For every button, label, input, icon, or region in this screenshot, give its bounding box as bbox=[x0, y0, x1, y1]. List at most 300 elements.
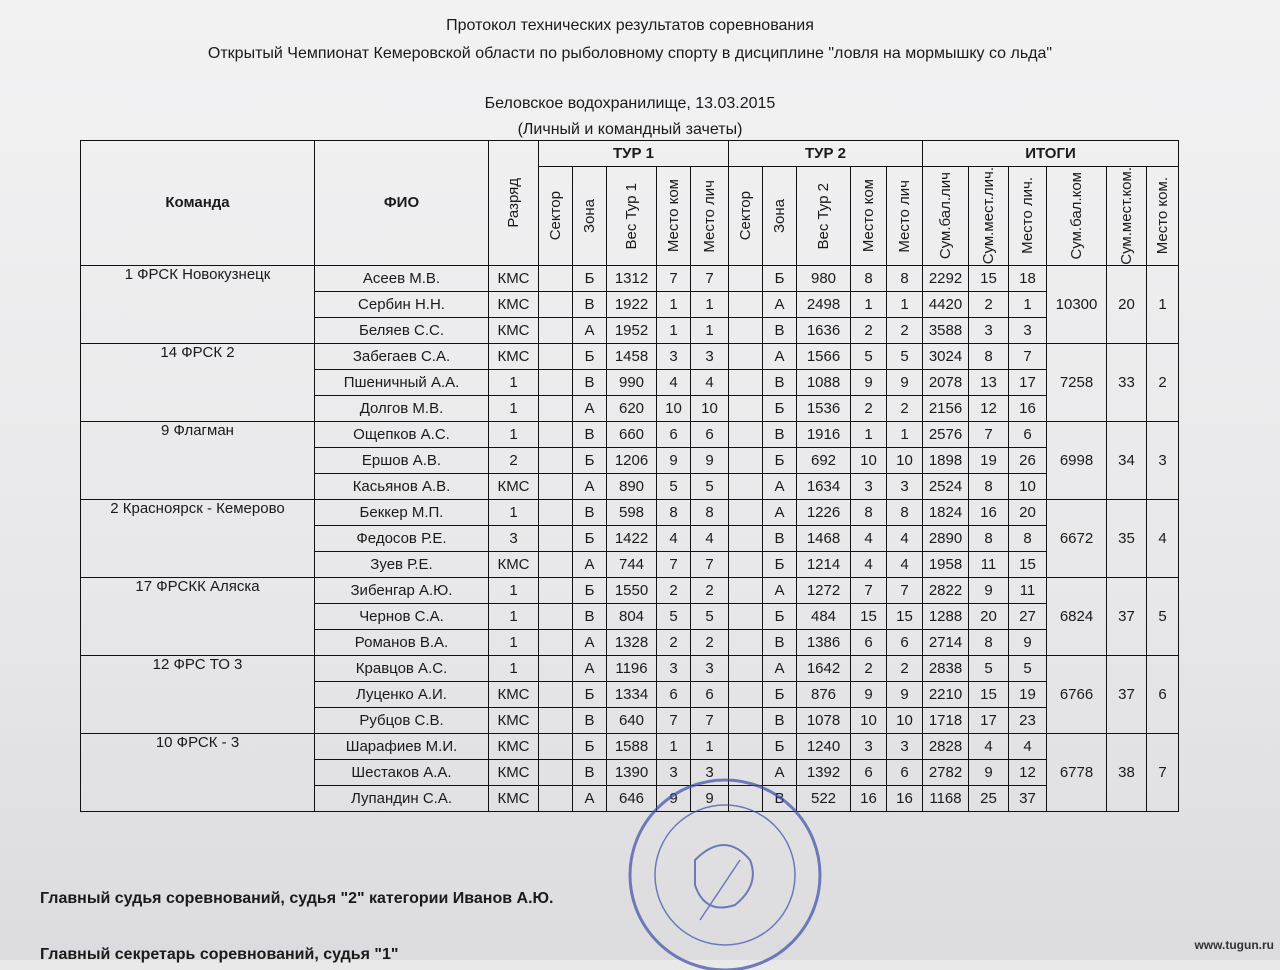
cell-rank: 1 bbox=[489, 499, 539, 525]
cell-ml: 18 bbox=[1009, 265, 1047, 291]
col-weight-1: Вес Тур 1 bbox=[607, 167, 657, 266]
cell-pk2: 7 bbox=[851, 577, 887, 603]
col-place-team-1: Место ком bbox=[657, 167, 691, 266]
cell-z1: Б bbox=[573, 343, 607, 369]
col-sector-1: Сектор bbox=[539, 167, 573, 266]
cell-pl1: 3 bbox=[691, 759, 729, 785]
cell-pk1: 6 bbox=[657, 681, 691, 707]
cell-pl2: 16 bbox=[887, 785, 923, 811]
cell-ml: 23 bbox=[1009, 707, 1047, 733]
cell-pl1: 7 bbox=[691, 265, 729, 291]
cell-w2: 1386 bbox=[797, 629, 851, 655]
athlete-name: Сербин Н.Н. bbox=[315, 291, 489, 317]
cell-sb: 4420 bbox=[923, 291, 969, 317]
cell-s1 bbox=[539, 759, 573, 785]
cell-pl1: 5 bbox=[691, 473, 729, 499]
cell-pk1: 7 bbox=[657, 265, 691, 291]
cell-w2: 1240 bbox=[797, 733, 851, 759]
cell-w1: 1550 bbox=[607, 577, 657, 603]
cell-w1: 660 bbox=[607, 421, 657, 447]
cell-pl2: 2 bbox=[887, 317, 923, 343]
athlete-name: Чернов С.А. bbox=[315, 603, 489, 629]
cell-pl1: 5 bbox=[691, 603, 729, 629]
table-row bbox=[81, 655, 1179, 681]
cell-s2 bbox=[729, 317, 763, 343]
cell-pl1: 3 bbox=[691, 343, 729, 369]
cell-sm: 8 bbox=[969, 473, 1009, 499]
cell-w1: 646 bbox=[607, 785, 657, 811]
cell-sb: 2828 bbox=[923, 733, 969, 759]
team-name: 14 ФРСК 2 bbox=[81, 343, 315, 421]
cell-pk1: 9 bbox=[657, 447, 691, 473]
cell-z2: В bbox=[763, 525, 797, 551]
cell-pk1: 5 bbox=[657, 473, 691, 499]
cell-pl1: 9 bbox=[691, 447, 729, 473]
cell-z1: В bbox=[573, 369, 607, 395]
cell-s2 bbox=[729, 525, 763, 551]
athlete-name: Беляев С.С. bbox=[315, 317, 489, 343]
cell-ml: 20 bbox=[1009, 499, 1047, 525]
team-sum-place: 37 bbox=[1107, 577, 1147, 655]
venue-date: Беловское водохранилище, 13.03.2015 bbox=[484, 95, 776, 112]
table-row bbox=[81, 733, 1179, 759]
cell-z1: А bbox=[573, 395, 607, 421]
cell-s1 bbox=[539, 447, 573, 473]
cell-s2 bbox=[729, 603, 763, 629]
cell-w2: 484 bbox=[797, 603, 851, 629]
cell-sb: 2156 bbox=[923, 395, 969, 421]
team-name: 9 Флагман bbox=[81, 421, 315, 499]
cell-sb: 3024 bbox=[923, 343, 969, 369]
cell-pk2: 16 bbox=[851, 785, 887, 811]
cell-pk1: 1 bbox=[657, 733, 691, 759]
athlete-name: Забегаев С.А. bbox=[315, 343, 489, 369]
cell-pk2: 8 bbox=[851, 499, 887, 525]
cell-ml: 16 bbox=[1009, 395, 1047, 421]
cell-pl2: 6 bbox=[887, 759, 923, 785]
cell-s2 bbox=[729, 395, 763, 421]
cell-z1: Б bbox=[573, 681, 607, 707]
col-sum-ball-pers: Сум.бал.лич bbox=[923, 167, 969, 266]
cell-pk1: 3 bbox=[657, 655, 691, 681]
col-weight-2: Вес Тур 2 bbox=[797, 167, 851, 266]
cell-pk1: 2 bbox=[657, 629, 691, 655]
cell-w1: 1196 bbox=[607, 655, 657, 681]
cell-z1: А bbox=[573, 629, 607, 655]
cell-pk1: 8 bbox=[657, 499, 691, 525]
cell-s1 bbox=[539, 681, 573, 707]
cell-z1: А bbox=[573, 655, 607, 681]
cell-s2 bbox=[729, 681, 763, 707]
cell-z1: Б bbox=[573, 577, 607, 603]
cell-w2: 1636 bbox=[797, 317, 851, 343]
cell-s1 bbox=[539, 525, 573, 551]
cell-w2: 1392 bbox=[797, 759, 851, 785]
team-sum-place: 38 bbox=[1107, 733, 1147, 811]
cell-sm: 3 bbox=[969, 317, 1009, 343]
col-team: Команда bbox=[81, 141, 315, 266]
cell-pk1: 1 bbox=[657, 317, 691, 343]
cell-ml: 12 bbox=[1009, 759, 1047, 785]
scoring-type: (Личный и командный зачеты) bbox=[517, 121, 743, 138]
cell-sb: 2524 bbox=[923, 473, 969, 499]
cell-w2: 1916 bbox=[797, 421, 851, 447]
cell-rank: КМС bbox=[489, 759, 539, 785]
team-sum-ball: 6998 bbox=[1047, 421, 1107, 499]
team-sum-place: 34 bbox=[1107, 421, 1147, 499]
cell-w1: 598 bbox=[607, 499, 657, 525]
cell-sm: 17 bbox=[969, 707, 1009, 733]
cell-pk1: 4 bbox=[657, 369, 691, 395]
athlete-name: Шестаков А.А. bbox=[315, 759, 489, 785]
team-name: 1 ФРСК Новокузнецк bbox=[81, 265, 315, 343]
cell-z2: А bbox=[763, 655, 797, 681]
team-place: 6 bbox=[1147, 655, 1179, 733]
cell-pl1: 1 bbox=[691, 733, 729, 759]
table-row bbox=[81, 343, 1179, 369]
cell-ml: 11 bbox=[1009, 577, 1047, 603]
cell-pk2: 2 bbox=[851, 395, 887, 421]
cell-rank: КМС bbox=[489, 343, 539, 369]
cell-w2: 1642 bbox=[797, 655, 851, 681]
cell-z1: А bbox=[573, 551, 607, 577]
cell-ml: 17 bbox=[1009, 369, 1047, 395]
team-sum-place: 37 bbox=[1107, 655, 1147, 733]
cell-pl2: 9 bbox=[887, 369, 923, 395]
cell-sm: 7 bbox=[969, 421, 1009, 447]
cell-s2 bbox=[729, 629, 763, 655]
cell-pl2: 1 bbox=[887, 421, 923, 447]
cell-w2: 1468 bbox=[797, 525, 851, 551]
col-place-pers-1: Место лич bbox=[691, 167, 729, 266]
cell-sb: 1288 bbox=[923, 603, 969, 629]
cell-ml: 6 bbox=[1009, 421, 1047, 447]
judge-line: Главный судья соревнований, судья "2" категории Иванов А.Ю. bbox=[40, 890, 554, 907]
cell-z2: Б bbox=[763, 603, 797, 629]
cell-sm: 8 bbox=[969, 629, 1009, 655]
cell-w1: 1952 bbox=[607, 317, 657, 343]
cell-s1 bbox=[539, 369, 573, 395]
cell-w1: 620 bbox=[607, 395, 657, 421]
cell-s2 bbox=[729, 343, 763, 369]
cell-z2: В bbox=[763, 785, 797, 811]
cell-sb: 1168 bbox=[923, 785, 969, 811]
cell-w1: 1312 bbox=[607, 265, 657, 291]
cell-sb: 2292 bbox=[923, 265, 969, 291]
cell-s1 bbox=[539, 265, 573, 291]
cell-s1 bbox=[539, 317, 573, 343]
cell-rank: КМС bbox=[489, 551, 539, 577]
table-row bbox=[81, 265, 1179, 291]
cell-pl1: 1 bbox=[691, 291, 729, 317]
athlete-name: Асеев М.В. bbox=[315, 265, 489, 291]
cell-pl1: 6 bbox=[691, 681, 729, 707]
cell-sm: 13 bbox=[969, 369, 1009, 395]
team-sum-place: 33 bbox=[1107, 343, 1147, 421]
cell-pl2: 15 bbox=[887, 603, 923, 629]
cell-z2: А bbox=[763, 499, 797, 525]
cell-z1: А bbox=[573, 785, 607, 811]
cell-w2: 1272 bbox=[797, 577, 851, 603]
cell-rank: 2 bbox=[489, 447, 539, 473]
cell-z2: В bbox=[763, 421, 797, 447]
cell-pl2: 2 bbox=[887, 655, 923, 681]
cell-z1: В bbox=[573, 759, 607, 785]
cell-sb: 2576 bbox=[923, 421, 969, 447]
cell-sb: 1824 bbox=[923, 499, 969, 525]
cell-z1: В bbox=[573, 291, 607, 317]
team-sum-ball: 6824 bbox=[1047, 577, 1107, 655]
team-sum-place: 20 bbox=[1107, 265, 1147, 343]
cell-z1: Б bbox=[573, 447, 607, 473]
athlete-name: Романов В.А. bbox=[315, 629, 489, 655]
cell-z1: В bbox=[573, 421, 607, 447]
cell-rank: КМС bbox=[489, 681, 539, 707]
cell-z2: А bbox=[763, 343, 797, 369]
cell-z2: Б bbox=[763, 681, 797, 707]
team-place: 4 bbox=[1147, 499, 1179, 577]
cell-ml: 4 bbox=[1009, 733, 1047, 759]
cell-w2: 876 bbox=[797, 681, 851, 707]
protocol-title: Протокол технических результатов соревнования bbox=[446, 17, 814, 34]
cell-sb: 1898 bbox=[923, 447, 969, 473]
cell-ml: 27 bbox=[1009, 603, 1047, 629]
cell-pl2: 5 bbox=[887, 343, 923, 369]
cell-sb: 1958 bbox=[923, 551, 969, 577]
cell-rank: КМС bbox=[489, 291, 539, 317]
cell-ml: 10 bbox=[1009, 473, 1047, 499]
cell-z1: Б bbox=[573, 525, 607, 551]
cell-rank: 3 bbox=[489, 525, 539, 551]
cell-sb: 2078 bbox=[923, 369, 969, 395]
table-row bbox=[81, 577, 1179, 603]
cell-w1: 1390 bbox=[607, 759, 657, 785]
cell-w1: 1328 bbox=[607, 629, 657, 655]
cell-w1: 744 bbox=[607, 551, 657, 577]
watermark: www.tugun.ru bbox=[1194, 938, 1274, 952]
athlete-name: Касьянов А.В. bbox=[315, 473, 489, 499]
cell-w1: 1458 bbox=[607, 343, 657, 369]
cell-pk2: 9 bbox=[851, 369, 887, 395]
cell-rank: 1 bbox=[489, 369, 539, 395]
team-sum-ball: 6766 bbox=[1047, 655, 1107, 733]
cell-sm: 15 bbox=[969, 681, 1009, 707]
cell-pl2: 8 bbox=[887, 499, 923, 525]
cell-pk2: 15 bbox=[851, 603, 887, 629]
cell-sm: 9 bbox=[969, 577, 1009, 603]
cell-pk2: 3 bbox=[851, 473, 887, 499]
cell-w1: 1922 bbox=[607, 291, 657, 317]
team-sum-ball: 10300 bbox=[1047, 265, 1107, 343]
cell-pl1: 4 bbox=[691, 369, 729, 395]
col-fio: ФИО bbox=[315, 141, 489, 266]
cell-z2: А bbox=[763, 759, 797, 785]
cell-w2: 692 bbox=[797, 447, 851, 473]
cell-s1 bbox=[539, 655, 573, 681]
cell-rank: 1 bbox=[489, 577, 539, 603]
cell-s1 bbox=[539, 395, 573, 421]
team-name: 17 ФРСКК Аляска bbox=[81, 577, 315, 655]
official-stamp-icon bbox=[600, 770, 840, 970]
cell-pk2: 1 bbox=[851, 421, 887, 447]
cell-pl2: 3 bbox=[887, 473, 923, 499]
cell-pk1: 4 bbox=[657, 525, 691, 551]
cell-sm: 8 bbox=[969, 343, 1009, 369]
cell-rank: КМС bbox=[489, 473, 539, 499]
cell-pk1: 6 bbox=[657, 421, 691, 447]
cell-pk2: 10 bbox=[851, 447, 887, 473]
cell-pk1: 5 bbox=[657, 603, 691, 629]
cell-z2: А bbox=[763, 473, 797, 499]
team-place: 7 bbox=[1147, 733, 1179, 811]
athlete-name: Зуев Р.Е. bbox=[315, 551, 489, 577]
col-place-team-2: Место ком bbox=[851, 167, 887, 266]
athlete-name: Федосов Р.Е. bbox=[315, 525, 489, 551]
cell-pl2: 4 bbox=[887, 551, 923, 577]
cell-pk2: 3 bbox=[851, 733, 887, 759]
cell-s1 bbox=[539, 707, 573, 733]
col-sum-place-team: Сум.мест.ком. bbox=[1107, 167, 1147, 266]
cell-sb: 3588 bbox=[923, 317, 969, 343]
cell-pl1: 7 bbox=[691, 551, 729, 577]
athlete-name: Ощепков А.С. bbox=[315, 421, 489, 447]
cell-pk2: 8 bbox=[851, 265, 887, 291]
cell-rank: 1 bbox=[489, 629, 539, 655]
cell-pl2: 7 bbox=[887, 577, 923, 603]
cell-s1 bbox=[539, 577, 573, 603]
cell-sm: 12 bbox=[969, 395, 1009, 421]
cell-ml: 9 bbox=[1009, 629, 1047, 655]
cell-sb: 2782 bbox=[923, 759, 969, 785]
cell-pk1: 1 bbox=[657, 291, 691, 317]
cell-pl1: 2 bbox=[691, 629, 729, 655]
cell-pk2: 2 bbox=[851, 655, 887, 681]
cell-s2 bbox=[729, 291, 763, 317]
cell-pk2: 5 bbox=[851, 343, 887, 369]
cell-sm: 19 bbox=[969, 447, 1009, 473]
cell-pk2: 6 bbox=[851, 629, 887, 655]
cell-w1: 640 bbox=[607, 707, 657, 733]
cell-s2 bbox=[729, 265, 763, 291]
col-tour1: ТУР 1 bbox=[539, 141, 729, 167]
cell-sb: 1718 bbox=[923, 707, 969, 733]
athlete-name: Кравцов А.С. bbox=[315, 655, 489, 681]
cell-w1: 1588 bbox=[607, 733, 657, 759]
col-place-pers-2: Место лич bbox=[887, 167, 923, 266]
cell-s2 bbox=[729, 473, 763, 499]
cell-sb: 2890 bbox=[923, 525, 969, 551]
col-rank: Разряд bbox=[489, 141, 539, 266]
cell-sm: 25 bbox=[969, 785, 1009, 811]
cell-pl1: 8 bbox=[691, 499, 729, 525]
cell-s2 bbox=[729, 577, 763, 603]
table-row bbox=[81, 421, 1179, 447]
cell-pl2: 8 bbox=[887, 265, 923, 291]
cell-pk1: 10 bbox=[657, 395, 691, 421]
cell-pk2: 1 bbox=[851, 291, 887, 317]
cell-z1: В bbox=[573, 499, 607, 525]
cell-s1 bbox=[539, 785, 573, 811]
results-table bbox=[80, 140, 1179, 812]
cell-z1: В bbox=[573, 707, 607, 733]
cell-pk1: 9 bbox=[657, 785, 691, 811]
cell-rank: КМС bbox=[489, 707, 539, 733]
cell-z2: В bbox=[763, 369, 797, 395]
cell-pk2: 4 bbox=[851, 551, 887, 577]
athlete-name: Ершов А.В. bbox=[315, 447, 489, 473]
cell-rank: КМС bbox=[489, 317, 539, 343]
cell-z1: Б bbox=[573, 733, 607, 759]
cell-s1 bbox=[539, 733, 573, 759]
cell-rank: КМС bbox=[489, 265, 539, 291]
cell-ml: 7 bbox=[1009, 343, 1047, 369]
cell-rank: 1 bbox=[489, 421, 539, 447]
cell-sm: 9 bbox=[969, 759, 1009, 785]
cell-sm: 8 bbox=[969, 525, 1009, 551]
cell-z1: Б bbox=[573, 265, 607, 291]
cell-s1 bbox=[539, 551, 573, 577]
team-sum-ball: 6778 bbox=[1047, 733, 1107, 811]
cell-z2: Б bbox=[763, 551, 797, 577]
cell-sb: 2714 bbox=[923, 629, 969, 655]
team-place: 3 bbox=[1147, 421, 1179, 499]
cell-s1 bbox=[539, 473, 573, 499]
cell-w1: 1334 bbox=[607, 681, 657, 707]
cell-sm: 4 bbox=[969, 733, 1009, 759]
col-zone-2: Зона bbox=[763, 167, 797, 266]
cell-pl1: 6 bbox=[691, 421, 729, 447]
cell-z2: В bbox=[763, 707, 797, 733]
cell-sm: 5 bbox=[969, 655, 1009, 681]
cell-w1: 804 bbox=[607, 603, 657, 629]
cell-ml: 3 bbox=[1009, 317, 1047, 343]
cell-z1: А bbox=[573, 473, 607, 499]
team-place: 2 bbox=[1147, 343, 1179, 421]
cell-z2: В bbox=[763, 317, 797, 343]
cell-pl2: 6 bbox=[887, 629, 923, 655]
cell-s2 bbox=[729, 447, 763, 473]
cell-s1 bbox=[539, 421, 573, 447]
cell-w2: 1566 bbox=[797, 343, 851, 369]
athlete-name: Луценко А.И. bbox=[315, 681, 489, 707]
cell-sm: 20 bbox=[969, 603, 1009, 629]
cell-w2: 1214 bbox=[797, 551, 851, 577]
cell-ml: 5 bbox=[1009, 655, 1047, 681]
col-totals: ИТОГИ bbox=[923, 141, 1179, 167]
cell-w1: 990 bbox=[607, 369, 657, 395]
cell-sm: 2 bbox=[969, 291, 1009, 317]
cell-ml: 8 bbox=[1009, 525, 1047, 551]
cell-ml: 26 bbox=[1009, 447, 1047, 473]
cell-pk2: 2 bbox=[851, 317, 887, 343]
cell-w1: 890 bbox=[607, 473, 657, 499]
cell-rank: КМС bbox=[489, 785, 539, 811]
cell-s2 bbox=[729, 499, 763, 525]
cell-pk1: 3 bbox=[657, 759, 691, 785]
cell-s1 bbox=[539, 499, 573, 525]
cell-rank: 1 bbox=[489, 655, 539, 681]
cell-z2: Б bbox=[763, 733, 797, 759]
team-name: 2 Красноярск - Кемерово bbox=[81, 499, 315, 577]
athlete-name: Зибенгар А.Ю. bbox=[315, 577, 489, 603]
cell-pl2: 9 bbox=[887, 681, 923, 707]
cell-s2 bbox=[729, 733, 763, 759]
team-name: 12 ФРС ТО 3 bbox=[81, 655, 315, 733]
cell-w2: 1088 bbox=[797, 369, 851, 395]
col-sum-place-pers: Сум.мест.лич. bbox=[969, 167, 1009, 266]
athlete-name: Лупандин С.А. bbox=[315, 785, 489, 811]
cell-w1: 1422 bbox=[607, 525, 657, 551]
